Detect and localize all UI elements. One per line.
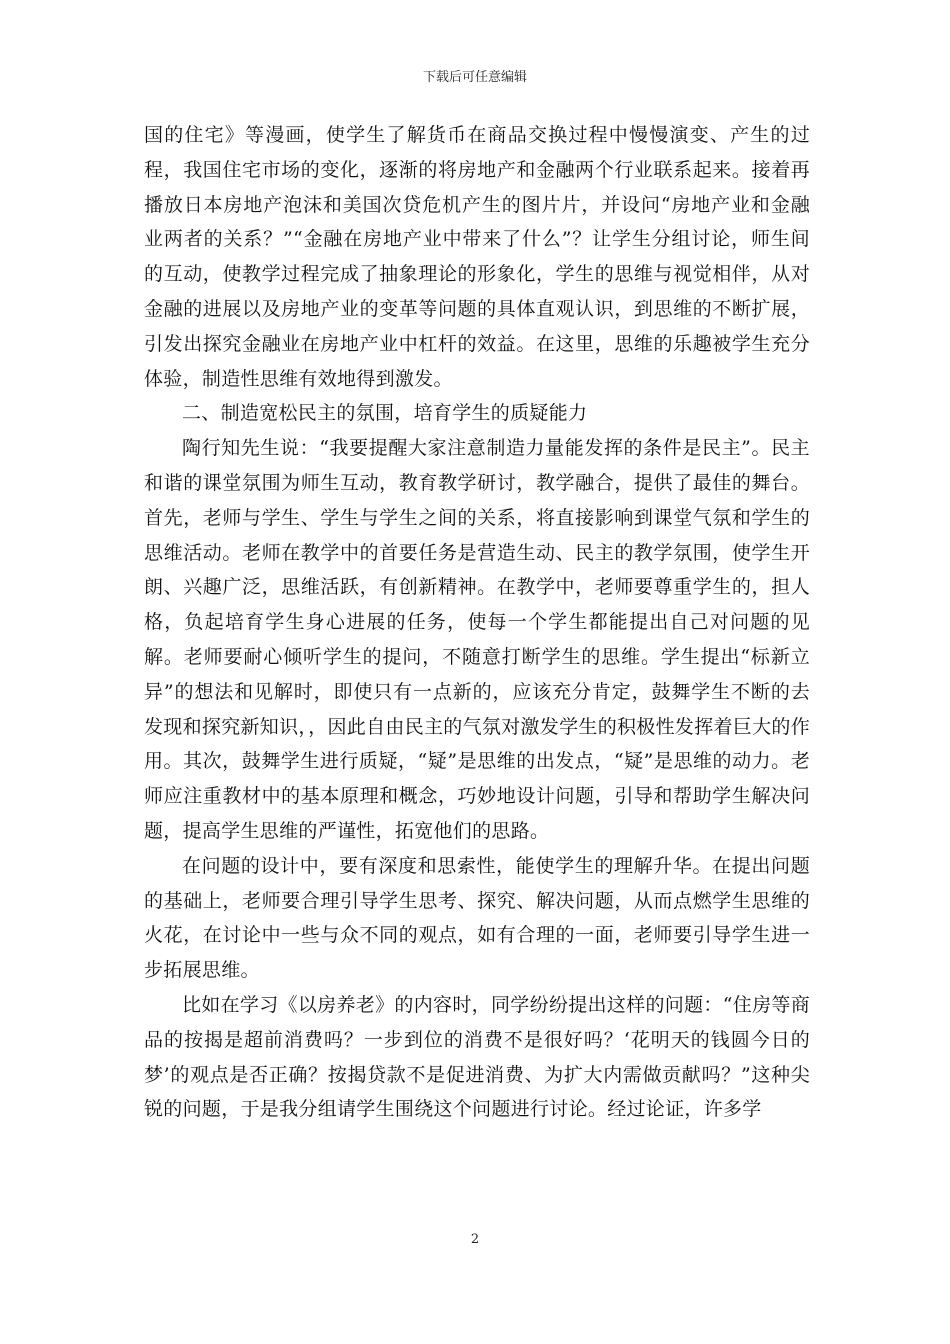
body-paragraph: 陶行知先生说：“我要提醒大家注意制造力量能发挥的条件是民主”。民主和谐的课堂氛围为师生互动，教育教学研讨，教学融合，提供了最佳的舞台。首先，老师与学生、学生与学生之间的关系，将直接影响到课堂气氛和学生的思维活动。老师在教学中的首要任务是营造生动、民主的教学氛围，使学生开朗、兴趣广泛，思维活跃，有创新精神。在教学中，老师要尊重学生的，担人格，负起培育学生身心进展的任务，使每一个学生都能提出自己对问题的见解。老师要耐心倾听学生的提问，不随意打断学生的思维。学生提出“标新立异”的想法和见解时，即使只有一点新的，应该充分肯定，鼓舞学生不断的去发现和探究新知识，，因此自由民主的气氛对激发学生的积极性发挥着巨大的作用。其次，鼓舞学生进行质疑，“疑”是思维的出发点，“疑”是思维的动力。老师应注重教材中的基本原理和概念，巧妙地设计问题，引导和帮助学生解决问题，提高学生思维的严谨性，拓宽他们的思路。	[144, 437, 811, 842]
document-body	[144, 118, 810, 1127]
body-paragraph: 比如在学习《以房养老》的内容时，同学纷纷提出这样的问题：“住房等商品的按揭是超前消费吗？一步到位的消费不是很好吗？‘花明天的钱圆今日的梦’的观点是否正确？按揭贷款不是促进消费、为扩大内需做贡献吗？”这种尖锐的问题，于是我分组请学生围绕这个问题进行讨论。经过论证，许多学	[144, 993, 810, 1121]
page-header: 下载后可任意编辑	[422, 70, 527, 85]
body-paragraph: 国的住宅》等漫画，使学生了解货币在商品交换过程中慢慢演变、产生的过程，我国住宅市场的变化，逐渐的将房地产和金融两个行业联系起来。接着再播放日本房地产泡沫和美国次贷危机产生的图片片，并设问“房地产业和金融业两者的关系？”“金融在房地产业中带来了什么”？让学生分组讨论，师生间的互动，使教学过程完成了抽象理论的形象化，学生的思维与视觉相伴，从对金融的进展以及房地产业的变革等问题的具体直观认识，到思维的不断扩展，引发出探究金融业在房地产业中杠杆的效益。在这里，思维的乐趣被学生充分体验，制造性思维有效地得到激发。	[144, 124, 810, 390]
section-heading: 二、制造宽松民主的氛围，培育学生的质疑能力	[182, 402, 588, 425]
body-paragraph: 在问题的设计中，要有深度和思索性，能使学生的理解升华。在提出问题的基础上，老师要合理引导学生思考、探究、解决问题，从而点燃学生思维的火花，在讨论中一些与众不同的观点，如有合理的一面，老师要引导学生进一步拓展思维。	[144, 854, 810, 982]
page-number: 2	[470, 1232, 480, 1247]
